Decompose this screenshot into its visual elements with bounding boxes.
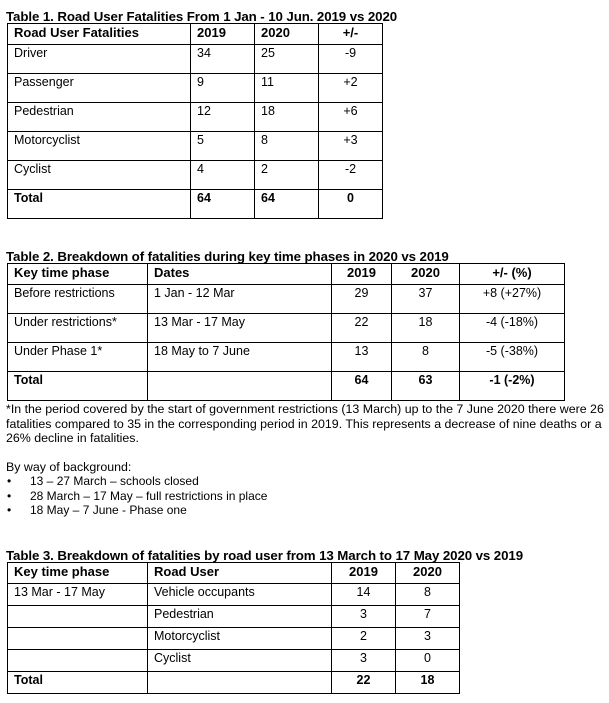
table-cell: 18 — [255, 103, 319, 132]
list-item — [6, 503, 267, 518]
table-cell: 4 — [191, 161, 255, 190]
table-cell: 8 — [396, 584, 460, 606]
total-cell: 63 — [392, 372, 460, 401]
table-cell: +8 (+27%) — [460, 285, 565, 314]
table2-header-cell: Key time phase — [8, 264, 148, 285]
list-item-text: 13 – 27 March – schools closed — [30, 474, 199, 488]
background-list — [6, 474, 267, 518]
table-cell: 0 — [396, 650, 460, 672]
table-row — [8, 343, 565, 372]
table-cell — [8, 628, 148, 650]
total-label: Total — [8, 372, 148, 401]
table-cell: 22 — [332, 314, 392, 343]
table-cell: 25 — [255, 45, 319, 74]
table-cell: -2 — [319, 161, 383, 190]
total-cell: 0 — [319, 190, 383, 219]
table-cell: 14 — [332, 584, 396, 606]
table-row — [8, 132, 383, 161]
table-cell: 13 Mar - 17 May — [148, 314, 332, 343]
table-cell: 3 — [396, 628, 460, 650]
table-row — [8, 285, 565, 314]
table-cell — [8, 650, 148, 672]
table-cell: +3 — [319, 132, 383, 161]
total-cell: 64 — [255, 190, 319, 219]
table-row — [8, 103, 383, 132]
list-item — [6, 489, 267, 504]
table-row — [8, 74, 383, 103]
table3-header-row — [8, 563, 460, 584]
table-cell: 34 — [191, 45, 255, 74]
table3-header-cell: 2020 — [396, 563, 460, 584]
table2-header-cell: 2019 — [332, 264, 392, 285]
table-cell: +6 — [319, 103, 383, 132]
table-cell: Motorcyclist — [8, 132, 191, 161]
table3-header-cell: Key time phase — [8, 563, 148, 584]
bullet-icon: • — [7, 503, 12, 517]
table-cell: Under restrictions* — [8, 314, 148, 343]
table1-header-cell: 2020 — [255, 24, 319, 45]
table-cell: 18 May to 7 June — [148, 343, 332, 372]
table-cell: -5 (-38%) — [460, 343, 565, 372]
table-cell: 7 — [396, 606, 460, 628]
table-cell: 3 — [332, 606, 396, 628]
table-cell: Pedestrian — [148, 606, 332, 628]
total-cell: -1 (-2%) — [460, 372, 565, 401]
list-item-text: 28 March – 17 May – full restrictions in place — [30, 488, 268, 503]
table-cell: Motorcyclist — [148, 628, 332, 650]
table-cell: 3 — [332, 650, 396, 672]
table-cell: -9 — [319, 45, 383, 74]
footnote-paragraph: *In the period covered by the start of government restrictions (13 March) up to the 7 June 2020 there were 26 fatalities compared to 35 in the corresponding period in 2019. This represents a decrease of nine deaths or a 26% decline in fatalities. — [6, 402, 604, 445]
table-cell: 9 — [191, 74, 255, 103]
table-cell: 11 — [255, 74, 319, 103]
table-cell: 2 — [255, 161, 319, 190]
table2-header-cell: Dates — [148, 264, 332, 285]
table3-header-cell: Road User — [148, 563, 332, 584]
list-item — [6, 474, 267, 489]
total-cell: 64 — [191, 190, 255, 219]
table2-caption: Table 2. Breakdown of fatalities during key time phases in 2020 vs 2019 — [6, 249, 449, 264]
bullet-icon: • — [7, 488, 12, 503]
table2-total-row — [8, 372, 565, 401]
list-item-text: 18 May – 7 June - Phase one — [30, 503, 187, 517]
table1-header-cell: 2019 — [191, 24, 255, 45]
total-label: Total — [8, 672, 148, 694]
table3-road-user-breakdown — [7, 562, 460, 694]
table-row — [8, 606, 460, 628]
table-row — [8, 628, 460, 650]
table-cell: 12 — [191, 103, 255, 132]
table-cell: 18 — [392, 314, 460, 343]
table1-header-cell: Road User Fatalities — [8, 24, 191, 45]
total-cell: 18 — [396, 672, 460, 694]
total-cell — [148, 372, 332, 401]
table-cell: 2 — [332, 628, 396, 650]
table-cell: 8 — [392, 343, 460, 372]
background-intro: By way of background: — [6, 460, 132, 474]
table-cell: 8 — [255, 132, 319, 161]
table2-key-time-phases — [7, 263, 565, 401]
table-cell: 13 — [332, 343, 392, 372]
table1-header-row — [8, 24, 383, 45]
table-cell: +2 — [319, 74, 383, 103]
table-cell: Vehicle occupants — [148, 584, 332, 606]
table-cell: Under Phase 1* — [8, 343, 148, 372]
table-row — [8, 314, 565, 343]
table1-header-cell: +/- — [319, 24, 383, 45]
table-row — [8, 584, 460, 606]
table-cell: 37 — [392, 285, 460, 314]
table2-header-row — [8, 264, 565, 285]
table-cell: 5 — [191, 132, 255, 161]
table1-road-user-fatalities — [7, 23, 383, 219]
table-cell: Driver — [8, 45, 191, 74]
total-cell: 22 — [332, 672, 396, 694]
total-cell: 64 — [332, 372, 392, 401]
table-row — [8, 161, 383, 190]
table-cell: Passenger — [8, 74, 191, 103]
table-cell: 13 Mar - 17 May — [8, 584, 148, 606]
table-cell: Cyclist — [148, 650, 332, 672]
table-cell: 29 — [332, 285, 392, 314]
total-label: Total — [8, 190, 191, 219]
table2-header-cell: +/- (%) — [460, 264, 565, 285]
table1-caption: Table 1. Road User Fatalities From 1 Jan - 10 Jun. 2019 vs 2020 — [6, 9, 398, 24]
table-cell — [8, 606, 148, 628]
table-cell: -4 (-18%) — [460, 314, 565, 343]
table-cell: Pedestrian — [8, 103, 191, 132]
table3-header-cell: 2019 — [332, 563, 396, 584]
table-row — [8, 650, 460, 672]
table3-caption: Table 3. Breakdown of fatalities by road user from 13 March to 17 May 2020 vs 2019 — [6, 548, 523, 563]
table-cell: 1 Jan - 12 Mar — [148, 285, 332, 314]
bullet-icon: • — [7, 474, 12, 488]
table-row — [8, 45, 383, 74]
table3-total-row — [8, 672, 460, 694]
table-cell: Cyclist — [8, 161, 191, 190]
total-cell — [148, 672, 332, 694]
table2-header-cell: 2020 — [392, 264, 460, 285]
table-cell: Before restrictions — [8, 285, 148, 314]
table1-total-row — [8, 190, 383, 219]
